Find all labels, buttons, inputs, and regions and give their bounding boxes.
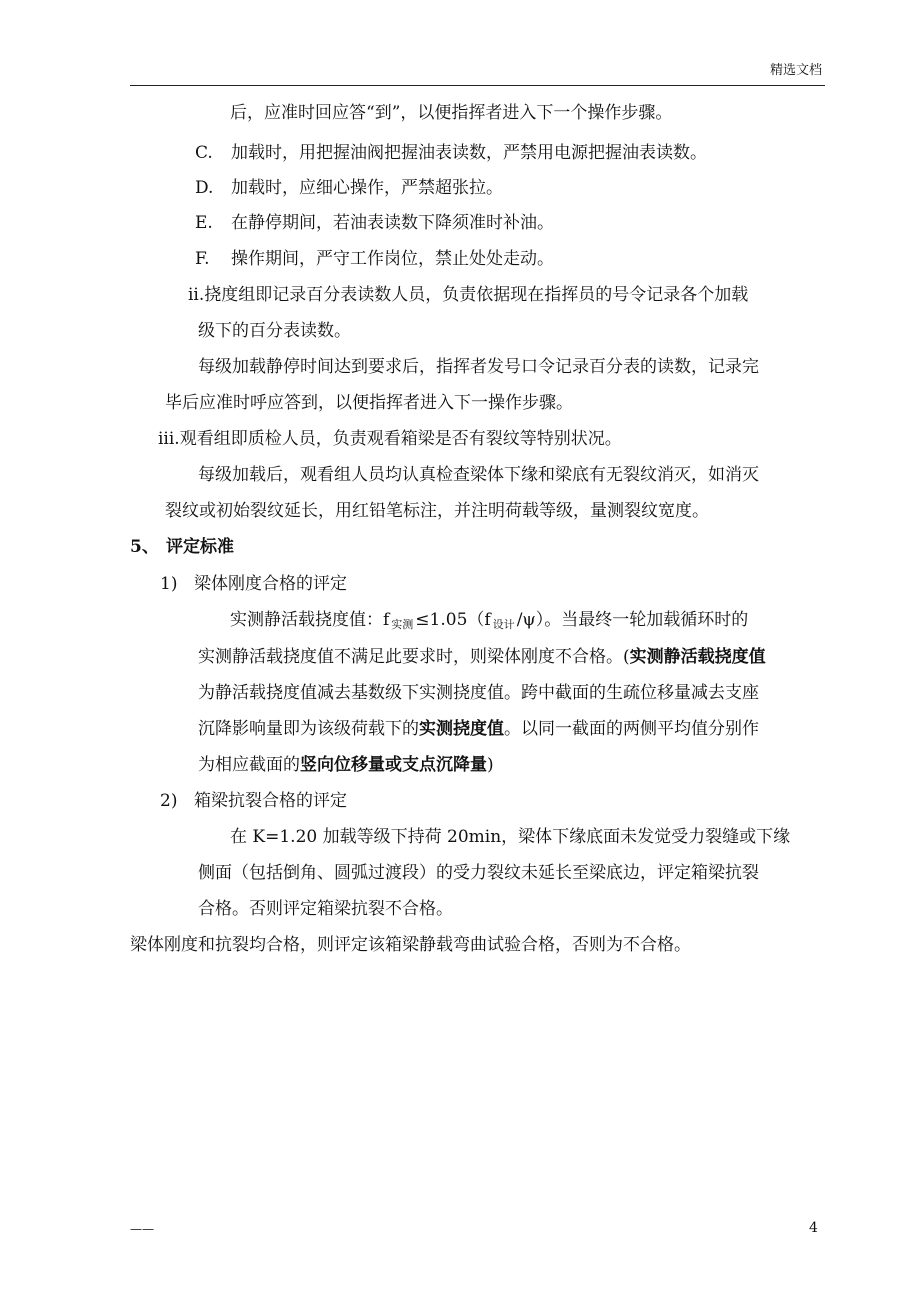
conclusion: 梁体刚度和抗裂均合格，则评定该箱梁静载弯曲试验合格，否则为不合格。 (130, 935, 691, 955)
item1-line5-pre: 为相应截面的 (198, 755, 300, 775)
item2-number: 2) (160, 791, 178, 811)
header-rule (130, 85, 825, 86)
footer-dash: —— (130, 1222, 154, 1236)
item2-heading (160, 790, 347, 812)
item1-line2 (198, 646, 766, 668)
item2-line1: 在 K=1.20 加载等级下持荷 20min，梁体下缘底面未发觉受力裂缝或下缘 (230, 827, 791, 847)
group-ii-line1: ii.挠度组即记录百分表读数人员，负责依据现在指挥员的号令记录各个加载 (188, 285, 749, 305)
item1-heading (160, 573, 347, 595)
item1-line2-bold: 实测静活载挠度值 (629, 647, 766, 667)
step-d-text: 加载时，应细心操作，严禁超张拉。 (231, 178, 503, 198)
step-e-text: 在静停期间，若油表读数下降须准时补油。 (231, 213, 554, 233)
item2-line2: 侧面（包括倒角、圆弧过渡段）的受力裂纹未延长至梁底边，评定箱梁抗裂 (198, 863, 759, 883)
section-heading (130, 536, 234, 558)
section-number: 5、 (130, 537, 159, 557)
group-ii-para-line1: 每级加载静停时间达到要求后，指挥者发号口令记录百分表的读数，记录完 (198, 357, 759, 377)
group-iii-para-line1: 每级加载后，观看组人员均认真检查梁体下缘和梁底有无裂纹消灭，如消灭 (198, 465, 759, 485)
item1-line4 (198, 718, 759, 740)
item1-line5-bold: 竖向位移量或支点沉降量 (300, 755, 487, 775)
step-d (195, 177, 503, 199)
group-iii-para-line2: 裂纹或初始裂纹延长，用红铅笔标注，并注明荷载等级，量测裂纹宽度。 (165, 501, 709, 521)
step-c (195, 142, 707, 164)
item1-line3: 为静活载挠度值减去基数级下实测挠度值。跨中截面的生疏位移量减去支座 (198, 683, 759, 703)
step-f-label: F. (195, 249, 210, 269)
formula-middle: ≤1.05（f (415, 610, 491, 630)
group-iii-line1: iii.观看组即质检人员，负责观看箱梁是否有裂纹等特别状况。 (158, 429, 622, 449)
step-f-text: 操作期间，严守工作岗位，禁止处处走动。 (231, 249, 554, 269)
item1-title: 梁体刚度合格的评定 (194, 574, 347, 594)
step-c-text: 加载时，用把握油阀把握油表读数，严禁用电源把握油表读数。 (231, 143, 707, 163)
formula-suffix: /ψ）。当最终一轮加载循环时的 (516, 610, 749, 630)
item1-line5 (198, 754, 494, 776)
item1-line4-bold: 实测挠度值 (419, 719, 504, 739)
step-b-continuation: 后，应准时回应答“到”，以便指挥者进入下一个操作步骤。 (230, 103, 673, 123)
step-e-label: E. (195, 213, 213, 233)
formula-prefix: 实测静活载挠度值：f (230, 610, 390, 630)
subscript-design: 设计 (492, 618, 515, 631)
step-d-label: D. (195, 178, 214, 198)
item1-line2-text: 实测静活载挠度值不满足此要求时，则梁体刚度不合格。( (198, 647, 630, 667)
subscript-measured: 实测 (391, 618, 414, 631)
section-title: 评定标准 (166, 537, 234, 557)
item1-line4-pre: 沉降影响量即为该级荷载下的 (198, 719, 419, 739)
group-ii-line2: 级下的百分表读数。 (198, 321, 351, 341)
page-number: 4 (809, 1220, 818, 1236)
step-e (195, 212, 554, 234)
step-c-label: C. (195, 143, 213, 163)
item1-formula-line (230, 609, 748, 633)
group-ii-para-line2: 毕后应准时呼应答到，以便指挥者进入下一操作步骤。 (165, 393, 573, 413)
item1-number: 1) (160, 574, 178, 594)
page-header-label: 精选文档 (769, 63, 822, 78)
item2-title: 箱梁抗裂合格的评定 (194, 791, 347, 811)
step-f (195, 248, 554, 270)
item1-line5-post: ) (487, 755, 494, 775)
item2-line3: 合格。否则评定箱梁抗裂不合格。 (198, 899, 453, 919)
item1-line4-post: 。以同一截面的两侧平均值分别作 (504, 719, 759, 739)
